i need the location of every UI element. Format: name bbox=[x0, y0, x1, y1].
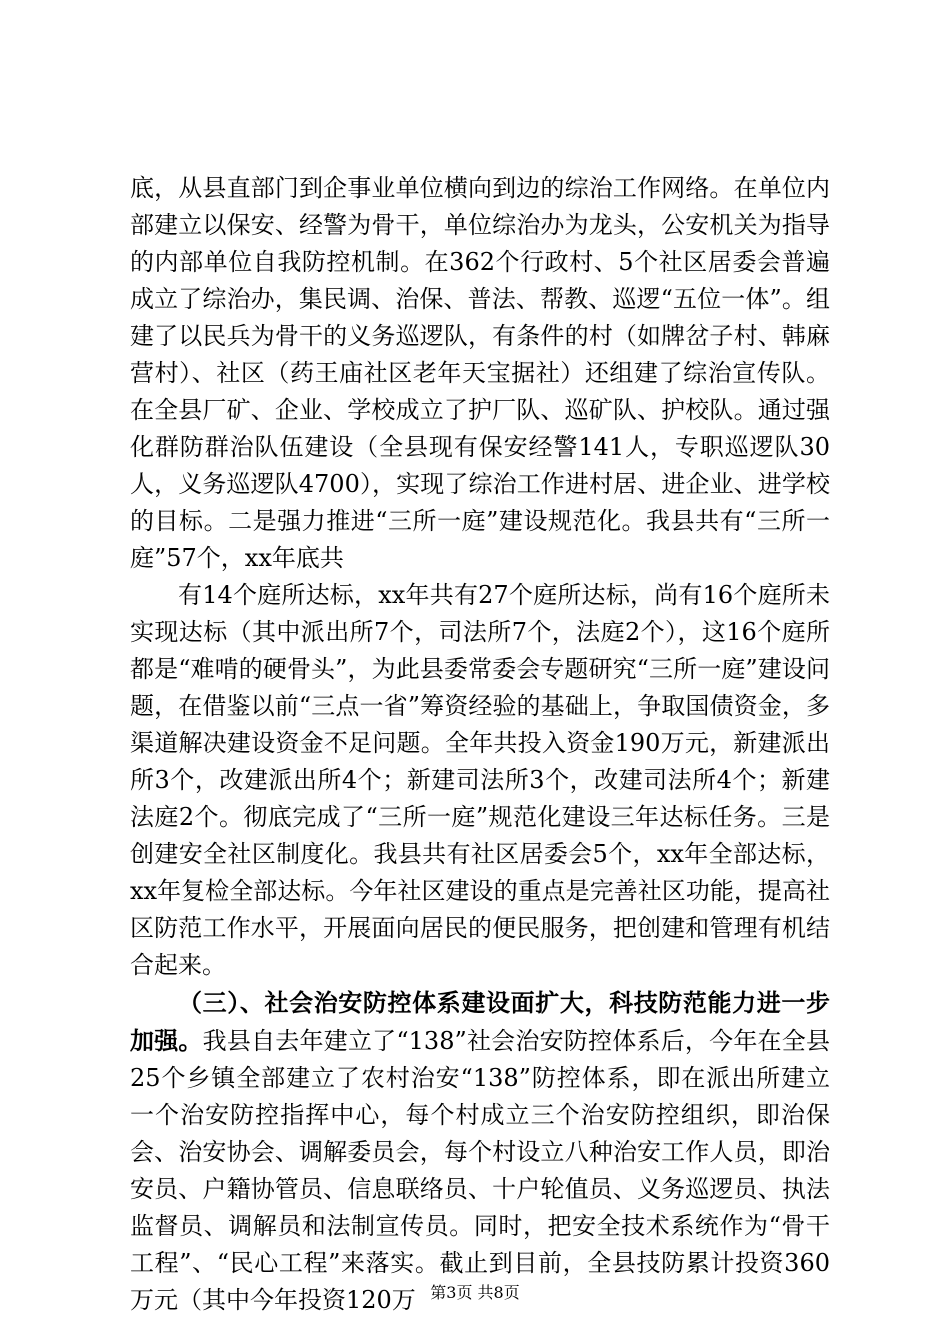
paragraph-1-text: 底，从县直部门到企事业单位横向到边的综治工作网络。在单位内部建立以保安、经警为骨干，单位综治办为龙头，公安机关为指导的内部单位自我防控机制。在362个行政村、5个社区居委会普遍成立了综治办，集民调、治保、普法、帮教、巡逻“五位一体”。组建了以民兵为骨干的义务巡逻队，有条件的村（如牌岔子村、韩麻营村）、社区（药王庙社区老年天宝据社）还组建了综治宣传队。在全县厂矿、企业、学校成立了护厂队、巡矿队、护校队。通过强化群防群治队伍建设（全县现有保安经警141人，专职巡逻队30人，义务巡逻队4700），实现了综治工作进村居、进企业、进学校的目标。二是强力推进“三所一庭”建设规范化。我县共有“三所一庭”57个，xx年底共 bbox=[130, 174, 830, 572]
paragraph-2-text: 有14个庭所达标，xx年共有27个庭所达标，尚有16个庭所未实现达标（其中派出所7个，司法所7个，法庭2个），这16个庭所都是“难啃的硬骨头”，为此县委常委会专题研究“三所一庭”建设问题，在借鉴以前“三点一省”筹资经验的基础上，争取国债资金，多渠道解决建设资金不足问题。全年共投入资金190万元，新建派出所3个，改建派出所4个；新建司法所3个，改建司法所4个；新建法庭2个。彻底完成了“三所一庭”规范化建设三年达标任务。三是创建安全社区制度化。我县共有社区居委会5个，xx年全部达标，xx年复检全部达标。今年社区建设的重点是完善社区功能，提高社区防范工作水平，开展面向居民的便民服务，把创建和管理有机结合起来。 bbox=[130, 581, 830, 979]
section-heading: （三）、社会治安防控体系建设面扩大，科技防范能力进一步加强。 bbox=[130, 988, 830, 1055]
paragraph-1 bbox=[130, 170, 830, 577]
page-number-footer: 第3页 共8页 bbox=[430, 1283, 520, 1302]
body-text bbox=[130, 170, 830, 1319]
paragraph-3-text: 我县自去年建立了“138”社会治安防控体系后，今年在全县25个乡镇全部建立了农村治安“138”防控体系，即在派出所建立一个治安防控指挥中心，每个村成立三个治安防控组织，即治保会、治安协会、调解委员会，每个村设立八种治安工作人员，即治安员、户籍协管员、信息联络员、十户轮值员、义务巡逻员、执法监督员、调解员和法制宣传员。同时，把安全技术系统作为“骨干工程”、“民心工程”来落实。截止到目前，全县技防累计投资360万元（其中今年投资120万 bbox=[130, 1027, 830, 1314]
paragraph-3 bbox=[130, 984, 830, 1319]
paragraph-2 bbox=[130, 577, 830, 984]
